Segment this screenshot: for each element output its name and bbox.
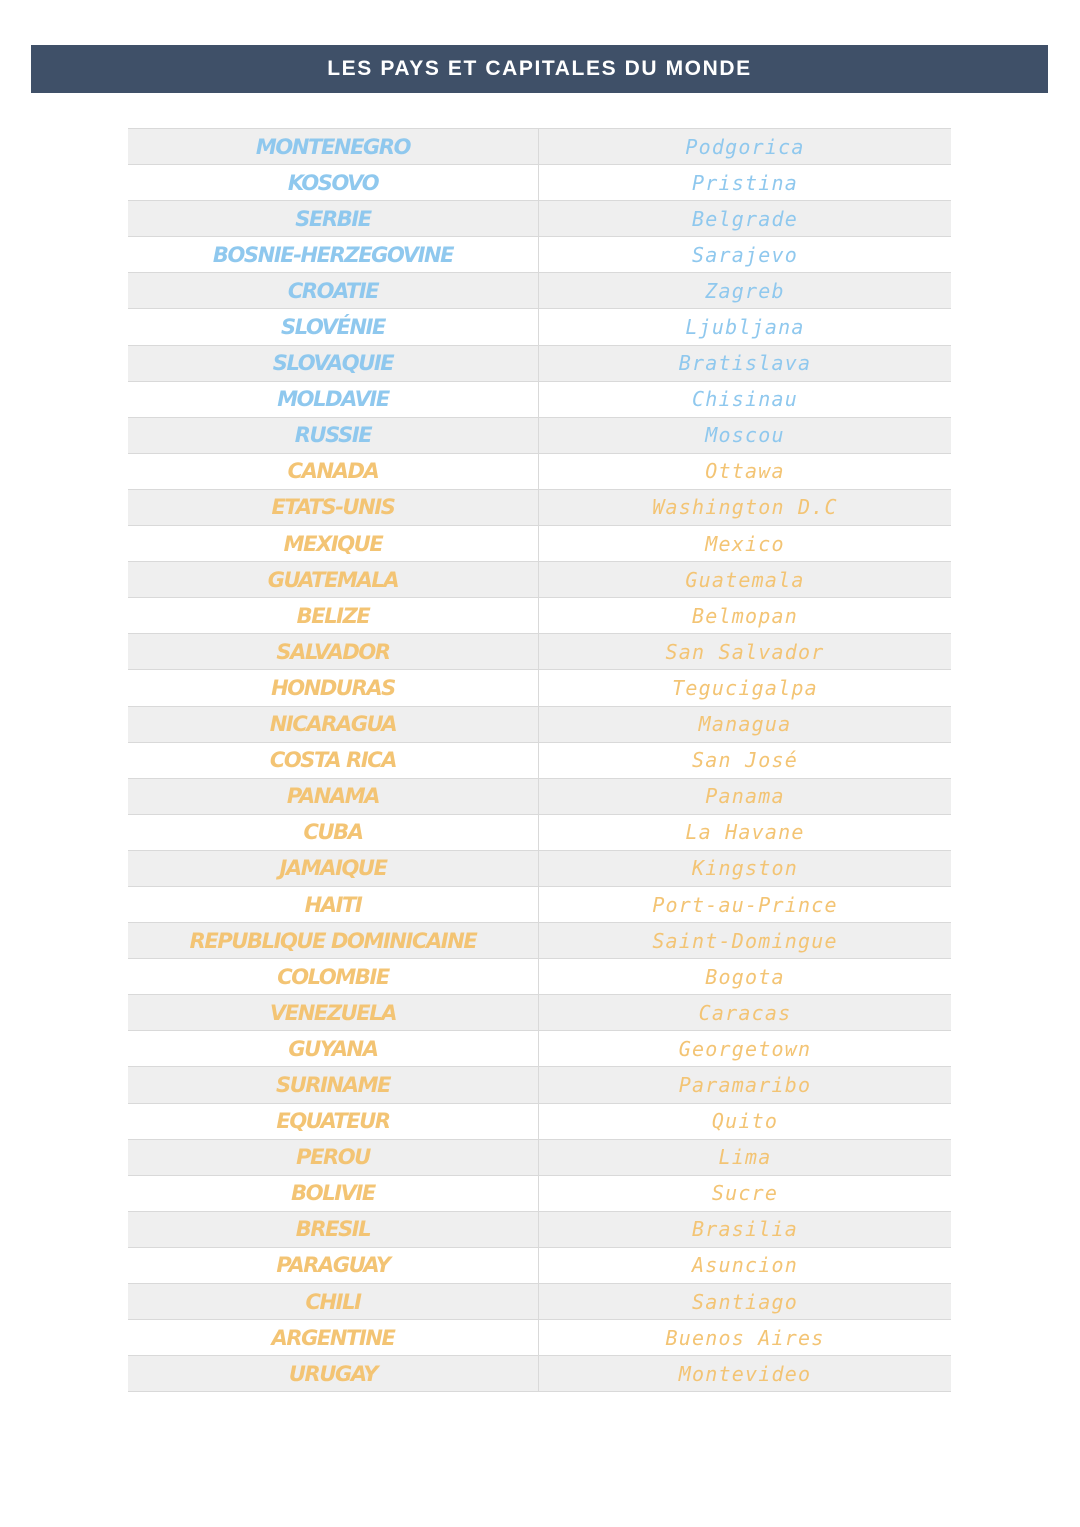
country-cell: CROATIE (128, 273, 539, 308)
capital-cell: Bratislava (678, 351, 812, 376)
table-row (128, 779, 951, 815)
country-cell: SLOVÉNIE (128, 309, 539, 344)
capital-cell: Buenos Aires (665, 1325, 825, 1350)
capital-cell: Kingston (692, 856, 798, 881)
capital-cell: Lima (718, 1145, 772, 1170)
table-row (128, 743, 951, 779)
country-cell: MOLDAVIE (128, 382, 539, 417)
table-row (128, 995, 951, 1031)
capital-cell: Brasilia (692, 1217, 798, 1242)
country-cell: PEROU (128, 1140, 539, 1175)
table-row (128, 490, 951, 526)
header-bar (31, 45, 1048, 93)
table-row (128, 1284, 951, 1320)
capital-cell: Montevideo (678, 1361, 812, 1386)
capital-cell: San Salvador (665, 639, 825, 664)
table-row (128, 273, 951, 309)
table-row (128, 165, 951, 201)
country-cell: MONTENEGRO (128, 129, 539, 164)
country-cell: SALVADOR (128, 634, 539, 669)
table-row (128, 237, 951, 273)
table-row (128, 851, 951, 887)
table-row (128, 1176, 951, 1212)
table-row (128, 815, 951, 851)
table-row (128, 598, 951, 634)
country-cell: BOSNIE-HERZEGOVINE (128, 237, 539, 272)
table-row (128, 1320, 951, 1356)
table-row (128, 670, 951, 706)
capital-cell: Belmopan (692, 603, 798, 628)
capital-cell: Mexico (705, 531, 785, 556)
country-cell: KOSOVO (128, 165, 539, 200)
table-row (128, 201, 951, 237)
country-cell: GUYANA (128, 1031, 539, 1066)
country-cell: GUATEMALA (128, 562, 539, 597)
country-cell: NICARAGUA (128, 707, 539, 742)
table-row (128, 382, 951, 418)
capital-cell: Podgorica (685, 134, 805, 159)
capital-cell: Caracas (698, 1000, 792, 1025)
table-row (128, 1212, 951, 1248)
capital-cell: Managua (698, 712, 792, 737)
table-row (128, 128, 951, 165)
country-cell: ARGENTINE (128, 1320, 539, 1355)
country-cell: SERBIE (128, 201, 539, 236)
country-cell: EQUATEUR (128, 1104, 539, 1139)
capital-cell: Saint-Domingue (652, 928, 838, 953)
table-row (128, 418, 951, 454)
country-cell: SURINAME (128, 1067, 539, 1102)
country-cell: HONDURAS (128, 670, 539, 705)
capital-cell: Belgrade (692, 206, 798, 231)
country-cell: URUGAY (128, 1356, 539, 1391)
country-cell: REPUBLIQUE DOMINICAINE (128, 923, 539, 958)
table-row (128, 923, 951, 959)
country-cell: COSTA RICA (128, 743, 539, 778)
capital-cell: Asuncion (692, 1253, 798, 1278)
country-cell: COLOMBIE (128, 959, 539, 994)
capital-cell: Chisinau (692, 387, 798, 412)
capital-cell: Bogota (705, 964, 785, 989)
table-row (128, 1031, 951, 1067)
country-cell: BRESIL (128, 1212, 539, 1247)
page-title: LES PAYS ET CAPITALES DU MONDE (327, 57, 752, 80)
capital-cell: Zagreb (705, 278, 785, 303)
table-row (128, 562, 951, 598)
country-cell: PANAMA (128, 779, 539, 814)
country-cell: BOLIVIE (128, 1176, 539, 1211)
country-cell: CUBA (128, 815, 539, 850)
capital-cell: Sarajevo (692, 242, 798, 267)
table-row (128, 887, 951, 923)
capital-cell: Ljubljana (685, 315, 805, 340)
table-row (128, 959, 951, 995)
table-row (128, 346, 951, 382)
table-row (128, 1248, 951, 1284)
country-cell: HAITI (128, 887, 539, 922)
table-row (128, 634, 951, 670)
capital-cell: Pristina (692, 170, 798, 195)
capital-cell: Washington D.C (652, 495, 838, 520)
table-row (128, 526, 951, 562)
capital-cell: Georgetown (678, 1036, 812, 1061)
capital-cell: San José (692, 748, 798, 773)
table-row (128, 1104, 951, 1140)
country-cell: VENEZUELA (128, 995, 539, 1030)
capital-cell: Moscou (705, 423, 785, 448)
country-cell: ETATS-UNIS (128, 490, 539, 525)
capital-cell: Ottawa (705, 459, 785, 484)
countries-capitals-table (128, 128, 951, 1392)
capital-cell: Port-au-Prince (652, 892, 838, 917)
country-cell: CHILI (128, 1284, 539, 1319)
country-cell: PARAGUAY (128, 1248, 539, 1283)
country-cell: CANADA (128, 454, 539, 489)
table-row (128, 309, 951, 345)
capital-cell: La Havane (685, 820, 805, 845)
table-row (128, 454, 951, 490)
table-row (128, 1356, 951, 1392)
table-row (128, 1140, 951, 1176)
country-cell: JAMAIQUE (128, 851, 539, 886)
country-cell: BELIZE (128, 598, 539, 633)
capital-cell: Guatemala (685, 567, 805, 592)
country-cell: SLOVAQUIE (128, 346, 539, 381)
country-cell: RUSSIE (128, 418, 539, 453)
capital-cell: Sucre (711, 1181, 779, 1206)
capital-cell: Santiago (692, 1289, 798, 1314)
capital-cell: Tegucigalpa (672, 675, 818, 700)
capital-cell: Paramaribo (678, 1072, 812, 1097)
country-cell: MEXIQUE (128, 526, 539, 561)
table-row (128, 707, 951, 743)
table-row (128, 1067, 951, 1103)
capital-cell: Quito (711, 1109, 779, 1134)
capital-cell: Panama (705, 784, 785, 809)
